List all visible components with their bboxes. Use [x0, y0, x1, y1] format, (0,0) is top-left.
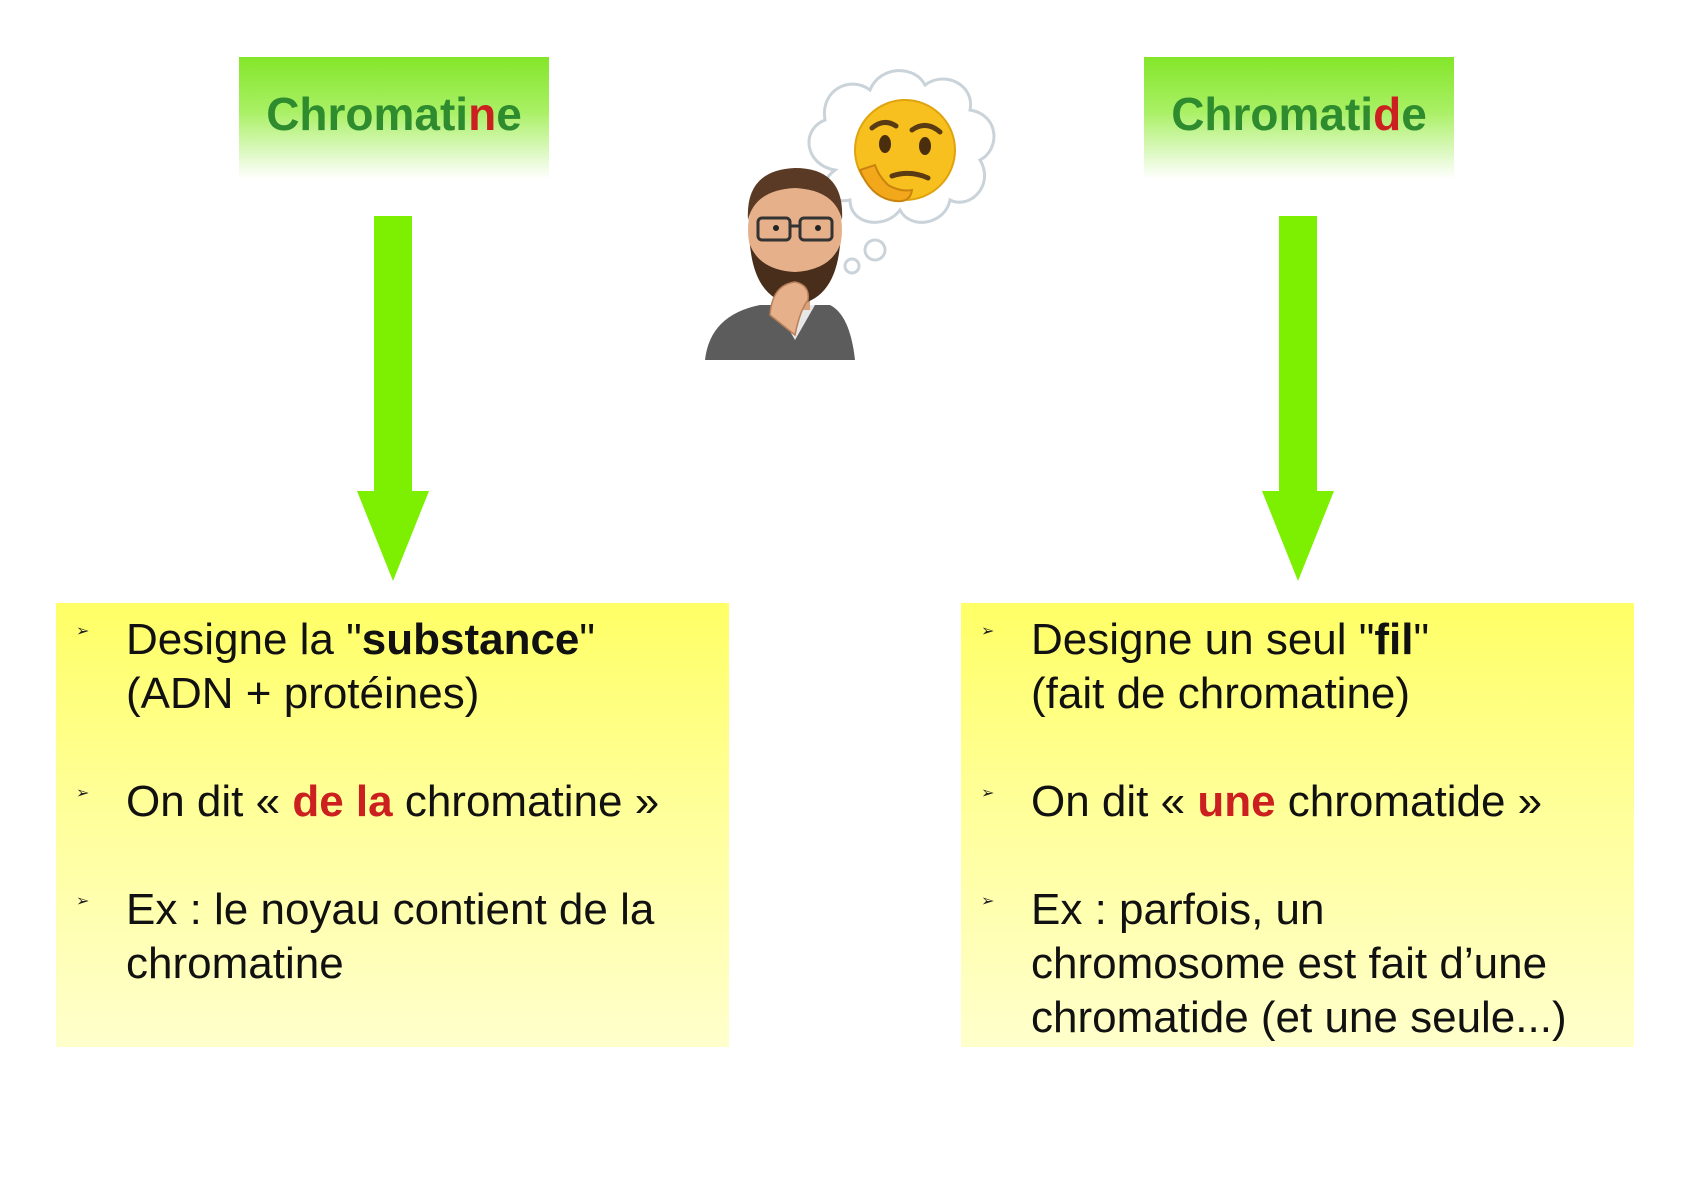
bullet-text: (fait de chromatine): [1031, 669, 1411, 718]
title-highlight-letter: n: [468, 88, 497, 140]
bullet-text: ➢ Ex : parfois, un: [1031, 885, 1325, 934]
down-arrow-right-icon: [1262, 216, 1334, 581]
bullet-text: ": [579, 615, 596, 664]
info-box-chromatine: [56, 603, 729, 1047]
bullet-text: On dit «: [126, 777, 293, 826]
down-arrow-left-icon: [357, 216, 429, 581]
title-prefix: Chromati: [1171, 88, 1374, 140]
list-item: [76, 775, 709, 829]
thinking-man-avatar-icon: [700, 60, 1005, 375]
title-suffix: e: [1401, 88, 1427, 140]
title-prefix: Chromati: [266, 88, 469, 140]
bullet-text: Designe la ": [126, 615, 362, 664]
list-item: [981, 613, 1614, 721]
list-item: [981, 775, 1614, 829]
title-chromatide: [1171, 87, 1427, 141]
bullet-text: On dit «: [1031, 777, 1198, 826]
bullet-text: chromatide »: [1275, 777, 1543, 826]
title-chromatine: [266, 87, 522, 141]
bullet-bold-text: fil: [1374, 615, 1414, 664]
bullet-text: ": [1413, 615, 1430, 664]
bullet-text: ➢ Ex : le noyau contient de la: [126, 885, 655, 934]
bullet-red-text: une: [1197, 777, 1276, 826]
list-item: [76, 613, 709, 721]
bullet-text: Designe un seul ": [1031, 615, 1375, 664]
title-suffix: e: [496, 88, 522, 140]
bullet-bold-text: substance: [361, 615, 580, 664]
bullet-text: chromatine: [126, 939, 344, 988]
bullet-text: chromatide (et une seule...): [1031, 993, 1567, 1042]
bullet-text: chromatine »: [392, 777, 660, 826]
list-item: [981, 883, 1614, 1045]
bullet-text: (ADN + protéines): [126, 669, 480, 718]
man-figure-icon: [705, 168, 855, 360]
thinking-face-emoji-icon: [855, 100, 955, 201]
list-item: [76, 883, 709, 991]
bullet-text: chromosome est fait d’une: [1031, 939, 1548, 988]
title-highlight-letter: d: [1373, 88, 1402, 140]
bullet-red-text: de la: [292, 777, 393, 826]
title-box-chromatide: [1144, 57, 1454, 179]
title-box-chromatine: [239, 57, 549, 179]
info-box-chromatide: [961, 603, 1634, 1047]
